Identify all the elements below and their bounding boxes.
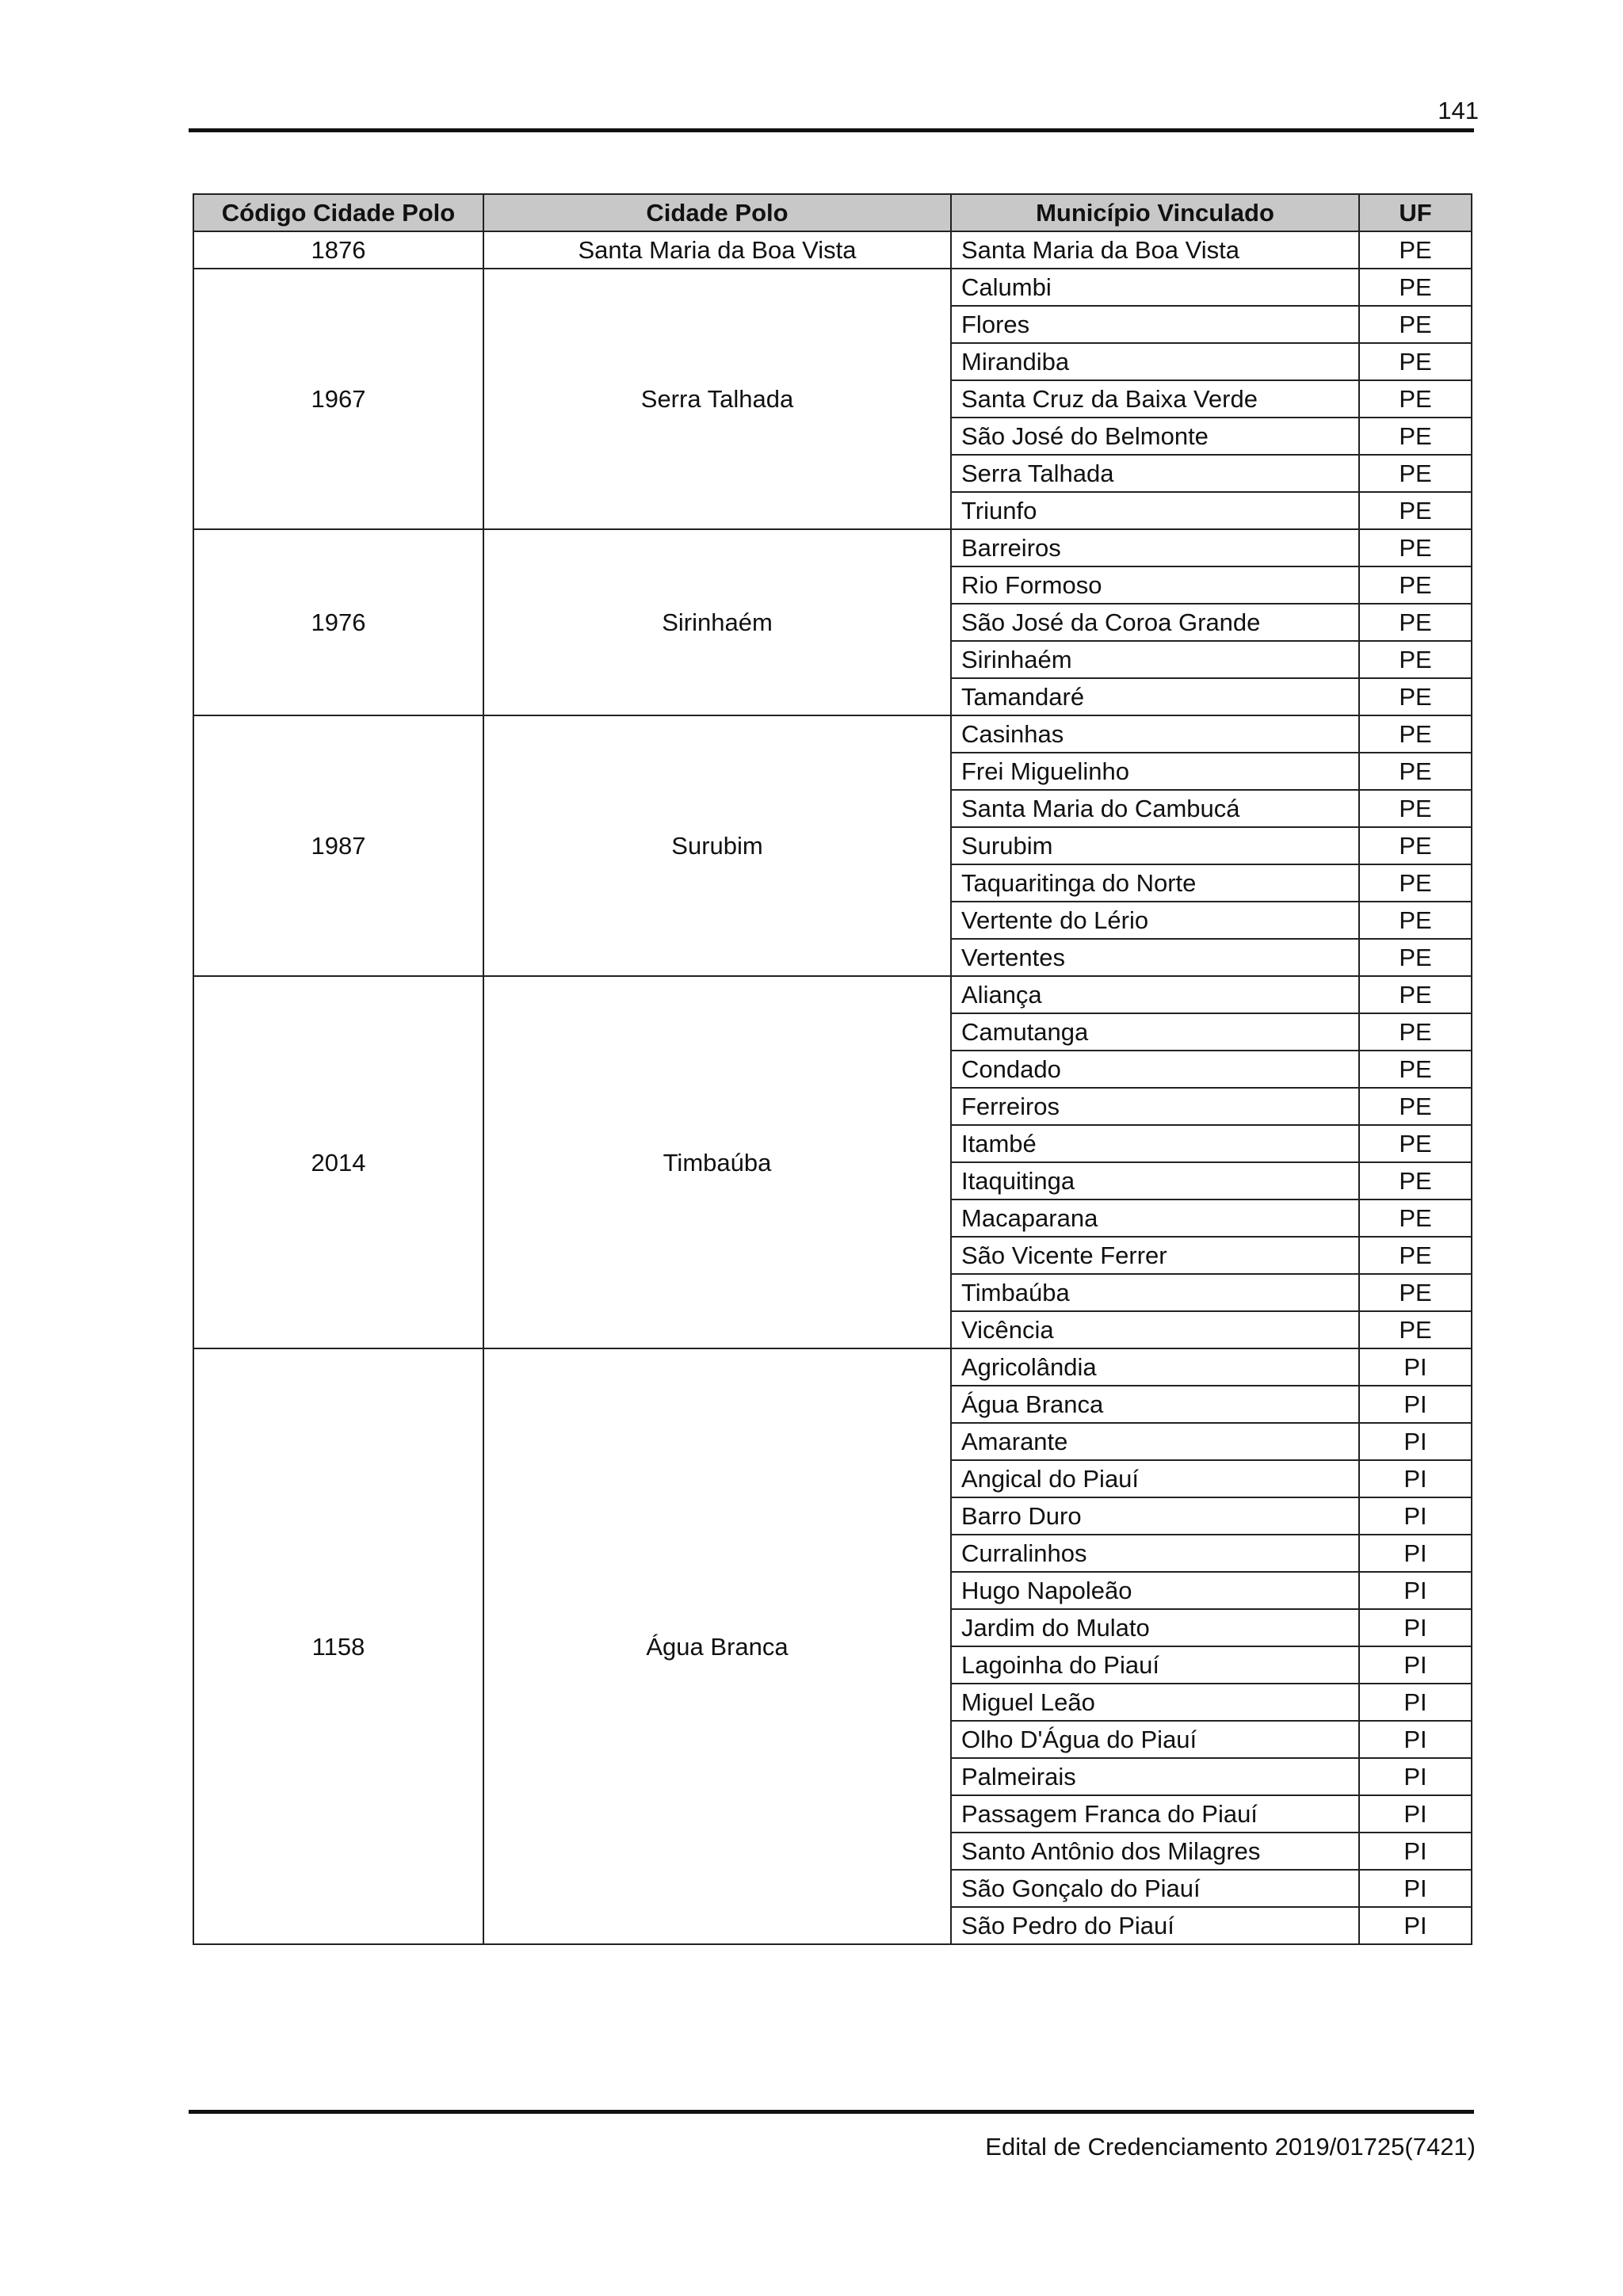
cell-uf: PE [1359,269,1472,306]
cell-uf: PE [1359,529,1472,566]
cell-city: Timbaúba [483,976,951,1348]
cell-uf: PE [1359,753,1472,790]
cell-municipality: Miguel Leão [951,1684,1359,1721]
cell-municipality: Camutanga [951,1013,1359,1051]
table-row [193,1348,1472,1386]
cell-uf: PI [1359,1795,1472,1833]
cell-uf: PE [1359,1013,1472,1051]
cell-municipality: Santa Cruz da Baixa Verde [951,380,1359,418]
cell-municipality: Agricolândia [951,1348,1359,1386]
cell-uf: PE [1359,1162,1472,1199]
cell-code: 1158 [193,1348,483,1944]
cell-municipality: Passagem Franca do Piauí [951,1795,1359,1833]
cell-uf: PE [1359,306,1472,343]
cell-municipality: Timbaúba [951,1274,1359,1311]
cell-municipality: Taquaritinga do Norte [951,864,1359,902]
cell-municipality: Hugo Napoleão [951,1572,1359,1609]
table-row [193,976,1472,1013]
cell-uf: PE [1359,864,1472,902]
cell-uf: PI [1359,1609,1472,1646]
cell-municipality: Barreiros [951,529,1359,566]
cell-municipality: Santa Maria do Cambucá [951,790,1359,827]
cell-municipality: Condado [951,1051,1359,1088]
cell-municipality: São José do Belmonte [951,418,1359,455]
cell-uf: PE [1359,492,1472,529]
cell-municipality: Macaparana [951,1199,1359,1237]
cell-municipality: Casinhas [951,715,1359,753]
cell-uf: PE [1359,343,1472,380]
cell-code: 1967 [193,269,483,529]
cell-uf: PE [1359,827,1472,864]
cell-municipality: São José da Coroa Grande [951,604,1359,641]
cell-uf: PE [1359,715,1472,753]
cell-municipality: Vertente do Lério [951,902,1359,939]
cell-uf: PE [1359,641,1472,678]
cell-code: 1987 [193,715,483,976]
header-municipality: Município Vinculado [951,194,1359,231]
table-row [193,715,1472,753]
footer-text: Edital de Credenciamento 2019/01725(7421) [985,2133,1476,2161]
cell-uf: PE [1359,790,1472,827]
cell-municipality: São Pedro do Piauí [951,1907,1359,1944]
cell-uf: PE [1359,1088,1472,1125]
cell-uf: PI [1359,1460,1472,1497]
header-code: Código Cidade Polo [193,194,483,231]
cell-uf: PE [1359,231,1472,269]
cell-uf: PI [1359,1907,1472,1944]
cell-uf: PE [1359,604,1472,641]
cell-uf: PE [1359,1274,1472,1311]
table-body [193,231,1472,1944]
cell-municipality: Olho D'Água do Piauí [951,1721,1359,1758]
cell-municipality: Tamandaré [951,678,1359,715]
cell-municipality: São Gonçalo do Piauí [951,1870,1359,1907]
cell-municipality: Lagoinha do Piauí [951,1646,1359,1684]
cell-municipality: Flores [951,306,1359,343]
footer-divider [189,2110,1474,2114]
cell-municipality: Santa Maria da Boa Vista [951,231,1359,269]
cell-municipality: Calumbi [951,269,1359,306]
municipality-table [193,193,1472,1945]
cell-municipality: Amarante [951,1423,1359,1460]
cell-municipality: Santo Antônio dos Milagres [951,1833,1359,1870]
cell-uf: PI [1359,1423,1472,1460]
cell-uf: PE [1359,678,1472,715]
cell-municipality: Barro Duro [951,1497,1359,1535]
cell-municipality: Vertentes [951,939,1359,976]
cell-uf: PE [1359,1051,1472,1088]
cell-uf: PI [1359,1833,1472,1870]
cell-uf: PE [1359,976,1472,1013]
cell-uf: PE [1359,902,1472,939]
cell-uf: PE [1359,1311,1472,1348]
cell-uf: PI [1359,1386,1472,1423]
cell-municipality: Jardim do Mulato [951,1609,1359,1646]
cell-municipality: Surubim [951,827,1359,864]
cell-code: 1876 [193,231,483,269]
cell-code: 2014 [193,976,483,1348]
cell-uf: PE [1359,455,1472,492]
cell-municipality: Água Branca [951,1386,1359,1423]
cell-code: 1976 [193,529,483,715]
cell-municipality: Vicência [951,1311,1359,1348]
cell-uf: PI [1359,1348,1472,1386]
cell-municipality: São Vicente Ferrer [951,1237,1359,1274]
cell-city: Água Branca [483,1348,951,1944]
cell-uf: PI [1359,1684,1472,1721]
cell-uf: PI [1359,1870,1472,1907]
header-divider [189,128,1474,132]
cell-municipality: Triunfo [951,492,1359,529]
cell-uf: PI [1359,1721,1472,1758]
table-row [193,269,1472,306]
table-header [193,194,1472,231]
cell-municipality: Palmeirais [951,1758,1359,1795]
cell-uf: PE [1359,1125,1472,1162]
cell-municipality: Ferreiros [951,1088,1359,1125]
cell-city: Santa Maria da Boa Vista [483,231,951,269]
cell-municipality: Mirandiba [951,343,1359,380]
header-city: Cidade Polo [483,194,951,231]
header-row [193,194,1472,231]
cell-municipality: Rio Formoso [951,566,1359,604]
page-number: 141 [1438,97,1479,124]
cell-city: Surubim [483,715,951,976]
cell-uf: PE [1359,566,1472,604]
cell-uf: PE [1359,418,1472,455]
cell-municipality: Frei Miguelinho [951,753,1359,790]
cell-city: Serra Talhada [483,269,951,529]
cell-uf: PI [1359,1758,1472,1795]
cell-uf: PE [1359,1199,1472,1237]
cell-municipality: Itambé [951,1125,1359,1162]
table-row [193,529,1472,566]
cell-uf: PE [1359,1237,1472,1274]
cell-uf: PI [1359,1535,1472,1572]
cell-uf: PI [1359,1646,1472,1684]
cell-uf: PI [1359,1572,1472,1609]
cell-uf: PE [1359,380,1472,418]
header-uf: UF [1359,194,1472,231]
cell-uf: PE [1359,939,1472,976]
cell-municipality: Itaquitinga [951,1162,1359,1199]
cell-municipality: Serra Talhada [951,455,1359,492]
cell-uf: PI [1359,1497,1472,1535]
cell-municipality: Angical do Piauí [951,1460,1359,1497]
cell-municipality: Sirinhaém [951,641,1359,678]
cell-city: Sirinhaém [483,529,951,715]
cell-municipality: Aliança [951,976,1359,1013]
cell-municipality: Curralinhos [951,1535,1359,1572]
table-row [193,231,1472,269]
